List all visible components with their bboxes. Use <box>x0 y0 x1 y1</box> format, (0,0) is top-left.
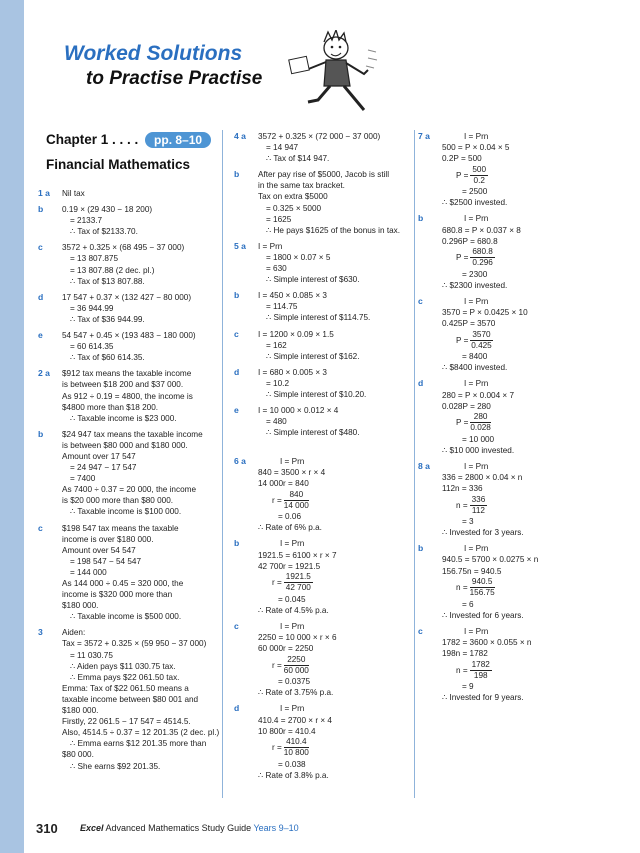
solution-line: $80 000. <box>62 750 94 760</box>
question-number <box>418 543 423 554</box>
solution-line: I = 10 000 × 0.012 × 4 <box>258 406 339 416</box>
question-number <box>234 405 239 416</box>
solution-line: ∴ Rate of 4.5% p.a. <box>258 605 329 615</box>
question-number: 5 <box>234 240 239 251</box>
variable-label: r = <box>272 495 282 505</box>
question-number <box>234 621 239 632</box>
fraction-line <box>442 494 602 516</box>
solution-line: I = Prn <box>258 241 283 251</box>
solutions-column-2-bottom <box>234 456 412 786</box>
solution-block <box>234 456 412 533</box>
solution-block <box>418 131 602 208</box>
solution-line: ∴ Tax of $60 614.35. <box>70 353 145 363</box>
solution-line: = 13 807.875 <box>70 254 119 264</box>
solution-line: = 10 000 <box>462 434 495 444</box>
question-letter: e <box>38 330 43 341</box>
question-number <box>418 131 430 142</box>
solution-line: $4800 more than $18 200. <box>62 402 159 412</box>
question-letter: a <box>425 460 430 471</box>
solutions-column-1 <box>38 188 220 777</box>
variable-label: r = <box>272 743 282 753</box>
question-number: 8 <box>418 460 423 471</box>
question-letter: c <box>38 242 43 253</box>
solution-block <box>418 460 602 538</box>
solution-line: ∴ Emma pays $22 061.50 tax. <box>70 672 180 682</box>
question-number <box>38 242 43 253</box>
fraction-denominator: 0.2 <box>473 175 485 185</box>
fraction-numerator: 1782 <box>471 659 490 669</box>
solution-line: As 144 000 ÷ 0.45 = 320 000, the <box>62 579 184 588</box>
solution-line: = 0.0375 <box>278 677 311 687</box>
solution-line: Amount over 54 547 <box>62 545 136 555</box>
fraction-line <box>442 412 602 434</box>
solution-line: ∴ Simple interest of $480. <box>266 428 360 438</box>
solution-line: 336 = 2800 × 0.04 × n <box>442 472 523 482</box>
question-letter: c <box>234 328 239 339</box>
solution-line: ∴ Tax of $2133.70. <box>70 227 138 237</box>
question-number <box>38 368 50 379</box>
fraction-numerator: 336 <box>471 494 486 504</box>
question-number <box>418 213 423 224</box>
question-number <box>234 456 246 467</box>
solution-line: = 2133.7 <box>70 216 103 226</box>
question-letter: c <box>234 620 239 631</box>
solution-line: ∴ Emma earns $12 201.35 more than <box>70 739 207 749</box>
solution-line: $180 000. <box>62 706 99 716</box>
question-number: 1 <box>38 188 43 198</box>
solution-line: = 10.2 <box>266 378 289 388</box>
solution-line: As 912 ÷ 0.19 = 4800, the income is <box>62 391 193 401</box>
solution-line: ∴ Invested for 6 years. <box>442 610 524 620</box>
solution-line: 17 547 + 0.37 × (132 427 − 80 000) <box>62 292 192 302</box>
fraction-line <box>442 247 602 269</box>
fraction-line <box>442 164 602 186</box>
fraction <box>470 247 495 268</box>
solution-line: ∴ Simple interest of $630. <box>266 275 360 285</box>
question-number <box>418 461 430 472</box>
solution-line: ∴ Taxable income is $500 000. <box>70 612 182 622</box>
variable-label: n = <box>456 665 468 675</box>
solution-line: 2250 = 10 000 × r × 6 <box>258 633 337 643</box>
fraction <box>470 577 495 598</box>
solution-block <box>418 543 602 620</box>
solution-line: = 2300 <box>462 269 488 279</box>
question-number <box>234 169 239 180</box>
fraction-numerator: 2250 <box>284 655 309 666</box>
solution-line: ∴ Rate of 3.8% p.a. <box>258 770 329 780</box>
fraction <box>284 737 309 758</box>
solution-line: 14 000r = 840 <box>258 479 309 489</box>
solution-line: 60 000r = 2250 <box>258 644 314 654</box>
question-number <box>418 378 423 389</box>
solution-line: Tax on extra $5000 <box>258 192 328 202</box>
solution-line: ∴ Aiden pays $11 030.75 tax. <box>70 661 176 671</box>
solution-line: Also, 4514.5 ÷ 0.37 = 12 201.35 (2 dec. pl.) <box>62 728 220 738</box>
solution-block <box>38 330 220 363</box>
solution-line: = 2500 <box>462 187 488 197</box>
question-number <box>38 429 43 440</box>
solution-block <box>234 405 412 438</box>
page-range-badge: pp. 8–10 <box>145 132 211 148</box>
question-number <box>234 367 239 378</box>
solution-line: 500 = P × 0.04 × 5 <box>442 143 510 153</box>
variable-label: P = <box>456 418 469 428</box>
fraction <box>284 572 313 593</box>
solution-line: = 6 <box>462 599 474 609</box>
fraction-numerator: 840 <box>284 490 309 501</box>
solution-line: I = Prn <box>280 621 305 631</box>
solution-line: = 1625 <box>266 214 292 224</box>
question-letter: d <box>418 378 424 389</box>
question-number <box>234 703 239 714</box>
solution-line: ∴ Tax of $36 944.99. <box>70 314 145 324</box>
question-number <box>38 188 50 199</box>
solution-block <box>38 291 220 325</box>
question-number: 6 <box>234 456 239 466</box>
solutions-column-3 <box>418 131 602 708</box>
variable-label: n = <box>456 583 468 593</box>
fraction <box>470 330 492 351</box>
solution-line: income is over $180 000. <box>62 534 154 544</box>
solution-line: 410.4 = 2700 × r × 4 <box>258 715 332 725</box>
solution-line: = 36 944.99 <box>70 303 114 313</box>
solution-line: = 7400 <box>70 474 96 484</box>
solution-line: = 8400 <box>462 352 488 362</box>
solution-line: = 3 <box>462 517 474 527</box>
question-number <box>234 290 239 301</box>
solution-line: = 0.045 <box>278 594 306 604</box>
solution-line: Emma: Tax of $22 061.50 means a <box>62 683 189 693</box>
solution-line: = 13 807.88 (2 dec. pl.) <box>70 265 155 275</box>
solution-block <box>38 428 220 518</box>
solution-line: is $20 000 more than $80 000. <box>62 496 174 506</box>
solution-line: ∴ Simple interest of $114.75. <box>266 313 371 323</box>
solution-line: Nil tax <box>62 189 85 198</box>
solution-line: $180 000. <box>62 601 99 611</box>
solution-line: After pay rise of $5000, Jacob is still <box>258 170 390 180</box>
solution-line: = 630 <box>266 264 287 274</box>
page-number: 310 <box>36 821 58 836</box>
question-letter: d <box>38 291 44 302</box>
solution-line: I = Prn <box>280 457 305 466</box>
solution-line: = 60 614.35 <box>70 342 114 352</box>
fraction-denominator: 198 <box>473 670 488 680</box>
solution-line: Aiden: <box>62 628 86 638</box>
question-letter: a <box>425 131 430 141</box>
solution-block <box>418 213 602 290</box>
solution-block <box>234 169 412 236</box>
fraction-numerator: 680.8 <box>472 247 493 257</box>
page-subtitle: to Practise Practise <box>86 68 263 89</box>
solution-line: I = Prn <box>464 379 489 389</box>
solution-line: As 7400 ÷ 0.37 = 20 000, the income <box>62 485 196 495</box>
solution-line: I = Prn <box>280 539 305 549</box>
solution-line: ∴ Tax of $13 807.88. <box>70 276 145 286</box>
page-title: Worked Solutions <box>64 42 243 65</box>
question-number: 3 <box>38 627 43 638</box>
fraction-denominator: 42 700 <box>285 583 311 593</box>
solution-line: ∴ Rate of 3.75% p.a. <box>258 688 334 698</box>
solution-line: 156.75n = 940.5 <box>442 566 502 576</box>
solution-line: = 14 947 <box>266 143 299 153</box>
solution-block <box>38 368 220 423</box>
question-number <box>234 329 239 340</box>
solution-line: 940.5 = 5700 × 0.0275 × n <box>442 555 539 565</box>
solution-block <box>38 204 220 237</box>
question-number <box>38 330 43 341</box>
solution-line: 840 = 3500 × r × 4 <box>258 468 326 478</box>
question-number <box>234 241 246 252</box>
fraction-denominator: 0.296 <box>472 258 493 268</box>
solution-line: taxable income between $80 001 and <box>62 694 199 704</box>
chapter-subtitle: Financial Mathematics <box>46 157 191 172</box>
question-number: 2 <box>38 368 43 379</box>
solution-line: ∴ $8400 invested. <box>442 363 508 373</box>
question-letter: b <box>418 213 424 224</box>
column-divider <box>414 130 415 798</box>
solution-line: ∴ $2500 invested. <box>442 198 508 208</box>
question-letter: a <box>241 131 246 141</box>
solution-line: = 9 <box>462 682 474 692</box>
question-number: 7 <box>418 131 423 141</box>
fraction-numerator: 500 <box>472 164 487 174</box>
solution-block <box>38 522 220 623</box>
question-letter: b <box>38 204 44 215</box>
fraction-numerator: 940.5 <box>470 577 495 588</box>
question-letter: b <box>418 543 424 554</box>
question-number: 4 <box>234 131 239 141</box>
solution-line: 3572 + 0.325 × (72 000 − 37 000) <box>258 132 381 141</box>
question-letter: b <box>38 428 44 439</box>
solution-line: = 0.06 <box>278 512 301 522</box>
solution-block <box>234 131 412 164</box>
solution-line: = 144 000 <box>70 567 107 577</box>
solution-block <box>418 625 602 703</box>
question-letter: a <box>241 456 246 466</box>
solution-line: 0.2P = 500 <box>442 154 482 164</box>
fraction <box>470 165 488 186</box>
solution-line: I = Prn <box>464 626 489 636</box>
fraction-numerator: 410.4 <box>284 737 309 748</box>
solution-line: I = 680 × 0.005 × 3 <box>258 367 327 377</box>
question-letter: b <box>234 169 240 180</box>
question-letter: d <box>234 703 240 714</box>
solution-block <box>234 290 412 323</box>
solution-line: in the same tax bracket. <box>258 181 345 191</box>
solution-line: = 11 030.75 <box>70 650 113 660</box>
solution-line: is between $18 200 and $37 000. <box>62 380 184 390</box>
solution-line: income is $320 000 more than <box>62 590 173 600</box>
variable-label: P = <box>456 335 469 345</box>
fraction-line <box>442 577 602 599</box>
fraction-denominator: 156.75 <box>469 588 495 598</box>
fraction-numerator: 1921.5 <box>285 572 311 582</box>
running-student-illustration <box>284 30 378 114</box>
solution-line: $198 547 tax means the taxable <box>62 523 179 533</box>
question-letter: c <box>38 522 43 533</box>
solution-line: $24 947 tax means the taxable income <box>62 429 203 439</box>
fraction-denominator: 0.028 <box>470 423 491 433</box>
variable-label: P = <box>456 253 469 263</box>
solution-line: 280 = P × 0.004 × 7 <box>442 390 515 400</box>
fraction <box>284 490 309 511</box>
solution-line: 0.028P = 280 <box>442 401 491 411</box>
solution-line: = 0.038 <box>278 759 306 769</box>
left-color-band <box>0 0 24 853</box>
fraction-denominator: 0.425 <box>471 340 492 350</box>
solution-line: ∴ $10 000 invested. <box>442 445 515 455</box>
solution-line: is between $80 000 and $180 000. <box>62 440 188 450</box>
fraction <box>470 660 492 681</box>
question-number <box>38 292 43 303</box>
solution-line: = 114.75 <box>266 302 298 312</box>
solution-line: Amount over 17 547 <box>62 451 136 461</box>
solution-block <box>234 703 412 780</box>
solution-block <box>234 328 412 362</box>
solution-block <box>418 378 602 455</box>
solution-line: 198n = 1782 <box>442 649 488 658</box>
solution-line: I = Prn <box>464 296 489 306</box>
variable-label: n = <box>456 500 468 510</box>
solution-block <box>38 627 220 771</box>
fraction-line <box>442 659 602 681</box>
solution-line: Firstly, 22 061.5 − 17 547 = 4514.5. <box>62 717 191 727</box>
question-letter: b <box>234 290 240 301</box>
question-number <box>418 296 423 307</box>
question-number <box>418 626 423 637</box>
solution-line: 0.19 × (29 430 − 18 200) <box>62 205 153 215</box>
fraction-line <box>442 329 602 351</box>
solution-line: ∴ Taxable income is $100 000. <box>70 507 182 517</box>
solution-line: ∴ Simple interest of $10.20. <box>266 389 367 399</box>
solution-line: I = Prn <box>464 214 489 224</box>
question-letter: c <box>418 295 423 306</box>
solution-line: I = Prn <box>464 132 489 141</box>
fraction-denominator: 112 <box>471 505 485 515</box>
fraction-denominator: 60 000 <box>283 665 309 675</box>
solution-line: ∴ Rate of 6% p.a. <box>258 523 322 533</box>
fraction-numerator: 3570 <box>472 329 491 339</box>
solution-line: 1921.5 = 6100 × r × 7 <box>258 550 337 560</box>
solution-line: ∴ Tax of $14 947. <box>266 154 330 164</box>
solution-line: 0.296P = 680.8 <box>442 236 498 246</box>
question-letter: a <box>45 188 50 198</box>
question-letter: b <box>234 538 240 549</box>
solution-line: 680.8 = P × 0.037 × 8 <box>442 225 521 235</box>
variable-label: r = <box>272 660 282 670</box>
solutions-column-2-top <box>234 131 412 443</box>
question-letter: e <box>234 405 239 416</box>
solution-block <box>38 242 220 286</box>
column-divider <box>222 130 223 798</box>
solution-line: 0.425P = 3570 <box>442 319 496 329</box>
question-letter: a <box>45 368 50 379</box>
solution-line: ∴ Invested for 9 years. <box>442 693 524 703</box>
solution-line: I = Prn <box>464 461 489 471</box>
variable-label: P = <box>456 170 469 180</box>
solution-line: 3570 = P × 0.0425 × 10 <box>442 308 528 318</box>
solution-line: 1782 = 3600 × 0.055 × n <box>442 637 532 647</box>
solution-line: = 162 <box>266 340 287 350</box>
solution-line: 54 547 + 0.45 × (193 483 − 180 000) <box>62 331 196 341</box>
question-number <box>38 523 43 534</box>
solution-block <box>234 538 412 615</box>
variable-label: r = <box>272 578 282 588</box>
solution-line: ∴ $2300 invested. <box>442 280 508 290</box>
fraction-line <box>258 572 412 594</box>
solution-line: Tax = 3572 + 0.325 × (59 950 − 37 000) <box>62 639 207 649</box>
solution-block <box>234 366 412 400</box>
solution-line: I = 1200 × 0.09 × 1.5 <box>258 329 334 339</box>
question-number <box>234 131 246 142</box>
question-letter: c <box>418 625 423 636</box>
question-number <box>38 204 43 215</box>
chapter-heading: Chapter 1 . . . . pp. 8–10 <box>46 132 211 148</box>
fraction-numerator: 280 <box>470 412 491 423</box>
question-letter: d <box>234 366 240 377</box>
solution-line: $912 tax means the taxable income <box>62 369 192 379</box>
footer-book-title: Excel Advanced Mathematics Study Guide Years 9–10 <box>80 823 299 833</box>
solution-line: I = Prn <box>464 544 489 554</box>
solution-line: 112n = 336 <box>442 484 483 494</box>
fraction-denominator: 10 800 <box>283 748 309 758</box>
solution-block <box>418 295 602 373</box>
solution-line: ∴ She earns $92 201.35. <box>70 761 161 771</box>
solution-line: = 198 547 − 54 547 <box>70 556 142 566</box>
solution-line: 10 800r = 410.4 <box>258 726 316 736</box>
solution-line: = 480 <box>266 417 287 427</box>
question-number <box>234 538 239 549</box>
solution-line: ∴ Invested for 3 years. <box>442 528 524 538</box>
solution-block <box>234 240 412 285</box>
fraction <box>284 655 309 676</box>
fraction <box>470 495 488 516</box>
fraction-line <box>258 737 412 759</box>
solution-line: ∴ He pays $1625 of the bonus in tax. <box>266 225 401 235</box>
solution-line: ∴ Taxable income is $23 000. <box>70 413 177 423</box>
solution-line: 42 700r = 1921.5 <box>258 561 321 571</box>
question-number <box>38 627 43 638</box>
solution-block <box>38 188 220 199</box>
solution-line: 3572 + 0.325 × (68 495 − 37 000) <box>62 243 185 253</box>
fraction <box>470 412 491 433</box>
solution-line: I = 450 × 0.085 × 3 <box>258 291 327 301</box>
solution-line: ∴ Simple interest of $162. <box>266 351 360 361</box>
solution-line: = 1800 × 0.07 × 5 <box>266 252 331 262</box>
question-letter: a <box>241 240 246 251</box>
fraction-denominator: 14 000 <box>283 500 309 510</box>
solution-line: I = Prn <box>280 704 305 714</box>
solution-line: = 24 947 − 17 547 <box>70 463 137 473</box>
fraction-line <box>258 489 412 511</box>
solution-block <box>234 620 412 698</box>
fraction-line <box>258 654 412 676</box>
solution-line: = 0.325 × 5000 <box>266 203 322 213</box>
